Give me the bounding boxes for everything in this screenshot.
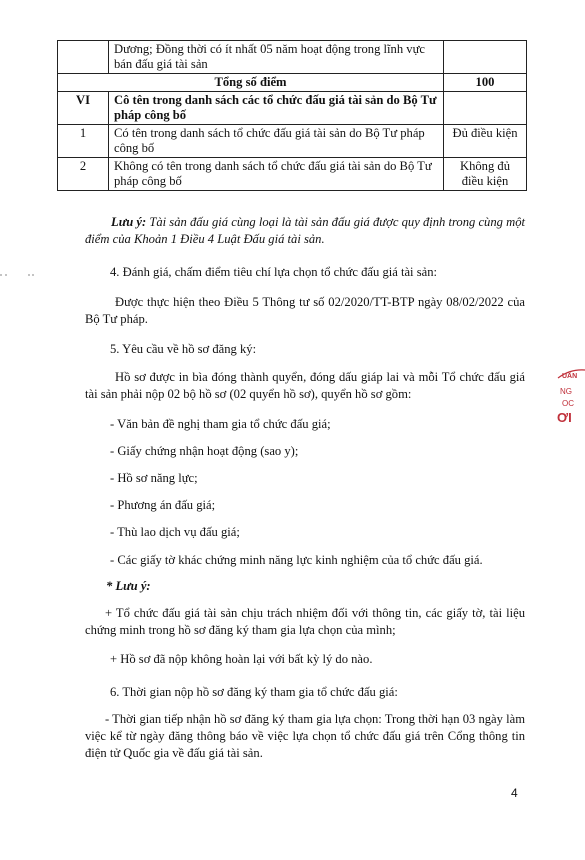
stamp-text: OC: [562, 399, 574, 408]
table-cell-text: Dương; Đồng thời có ít nhất 05 năm hoạt động trong lĩnh vực bán đấu giá tài sản: [109, 41, 444, 74]
list-item: - Văn bản đề nghị tham gia tổ chức đấu giá;: [110, 417, 331, 431]
stamp-icon: [556, 368, 585, 452]
note-text: Tài sản đấu giá cùng loại là tài sản đấu giá được quy định trong cùng một điểm của Khoản 1 Điều 4 Luật Đấu giá tài sản.: [85, 215, 525, 246]
section-title: Cô tên trong danh sách các tổ chức đấu giá tài sản do Bộ Tư pháp công bố: [109, 92, 444, 125]
note-item: + Hồ sơ đã nộp không hoàn lại với bất kỳ lý do nào.: [110, 652, 373, 666]
row-result: Không đủ điều kiện: [444, 158, 527, 191]
section-4-heading: 4. Đánh giá, chấm điểm tiêu chí lựa chọn tổ chức đấu giá tài sản:: [110, 265, 437, 279]
total-value: 100: [444, 74, 527, 92]
note-label: * Lưu ý:: [106, 579, 151, 593]
note-item: + Tổ chức đấu giá tài sản chịu trách nhiệm đối với thông tin, các giấy tờ, tài liệu chứng minh trong hồ sơ đăng ký tham gia lựa chọn của mình;: [85, 606, 525, 637]
table-row: [58, 125, 527, 158]
note-paragraph: [85, 214, 525, 248]
list-item: - Phương án đấu giá;: [110, 498, 216, 512]
list-item: - Giấy chứng nhận hoạt động (sao y);: [110, 444, 299, 458]
section-number: VI: [58, 92, 109, 125]
note-label: Lưu ý:: [111, 215, 147, 229]
section-4-text: Được thực hiện theo Điều 5 Thông tư số 02/2020/TT-BTP ngày 08/02/2022 của Bộ Tư pháp.: [85, 295, 525, 326]
table-row: [58, 158, 527, 191]
row-number: 1: [58, 125, 109, 158]
section-row: [58, 92, 527, 125]
page-number: 4: [511, 786, 518, 800]
row-text: Không có tên trong danh sách tổ chức đấu giá tài sản do Bộ Tư pháp công bố: [109, 158, 444, 191]
criteria-table: [57, 40, 527, 191]
section-6-heading: 6. Thời gian nộp hồ sơ đăng ký tham gia tổ chức đấu giá:: [110, 685, 398, 699]
total-row: [58, 74, 527, 92]
table-row: [58, 41, 527, 74]
stamp-text: ƠI: [557, 410, 572, 425]
section-5-heading: 5. Yêu cầu về hồ sơ đăng ký:: [110, 342, 257, 356]
section-5-intro: Hồ sơ được in bìa đóng thành quyển, đóng dấu giáp lai và mỗi Tổ chức đấu giá tài sản phải nộp 02 bộ hồ sơ (02 quyển hồ sơ), quyển hồ sơ gồm:: [85, 370, 525, 401]
stamp-text: NG: [560, 387, 572, 396]
list-item: - Thù lao dịch vụ đấu giá;: [110, 525, 240, 539]
section-6-text: - Thời gian tiếp nhận hồ sơ đăng ký tham gia lựa chọn: Trong thời hạn 03 ngày làm việc kể từ ngày đăng thông báo về việc lựa chọn tổ chức đấu giá trên Cổng thông tin điện tử Quốc gia về đấu giá tài sản.: [85, 712, 525, 760]
row-result: Đủ điều kiện: [444, 125, 527, 158]
list-item: - Các giấy tờ khác chứng minh năng lực kinh nghiệm của tổ chức đấu giá.: [110, 553, 483, 567]
list-item: - Hồ sơ năng lực;: [110, 471, 198, 485]
scan-mark: [0, 273, 40, 277]
row-text: Có tên trong danh sách tổ chức đấu giá tài sản do Bộ Tư pháp công bố: [109, 125, 444, 158]
stamp-fragment: [556, 368, 585, 452]
total-label: Tổng số điểm: [58, 74, 444, 92]
stamp-text: UẤN: [562, 373, 578, 380]
row-number: 2: [58, 158, 109, 191]
